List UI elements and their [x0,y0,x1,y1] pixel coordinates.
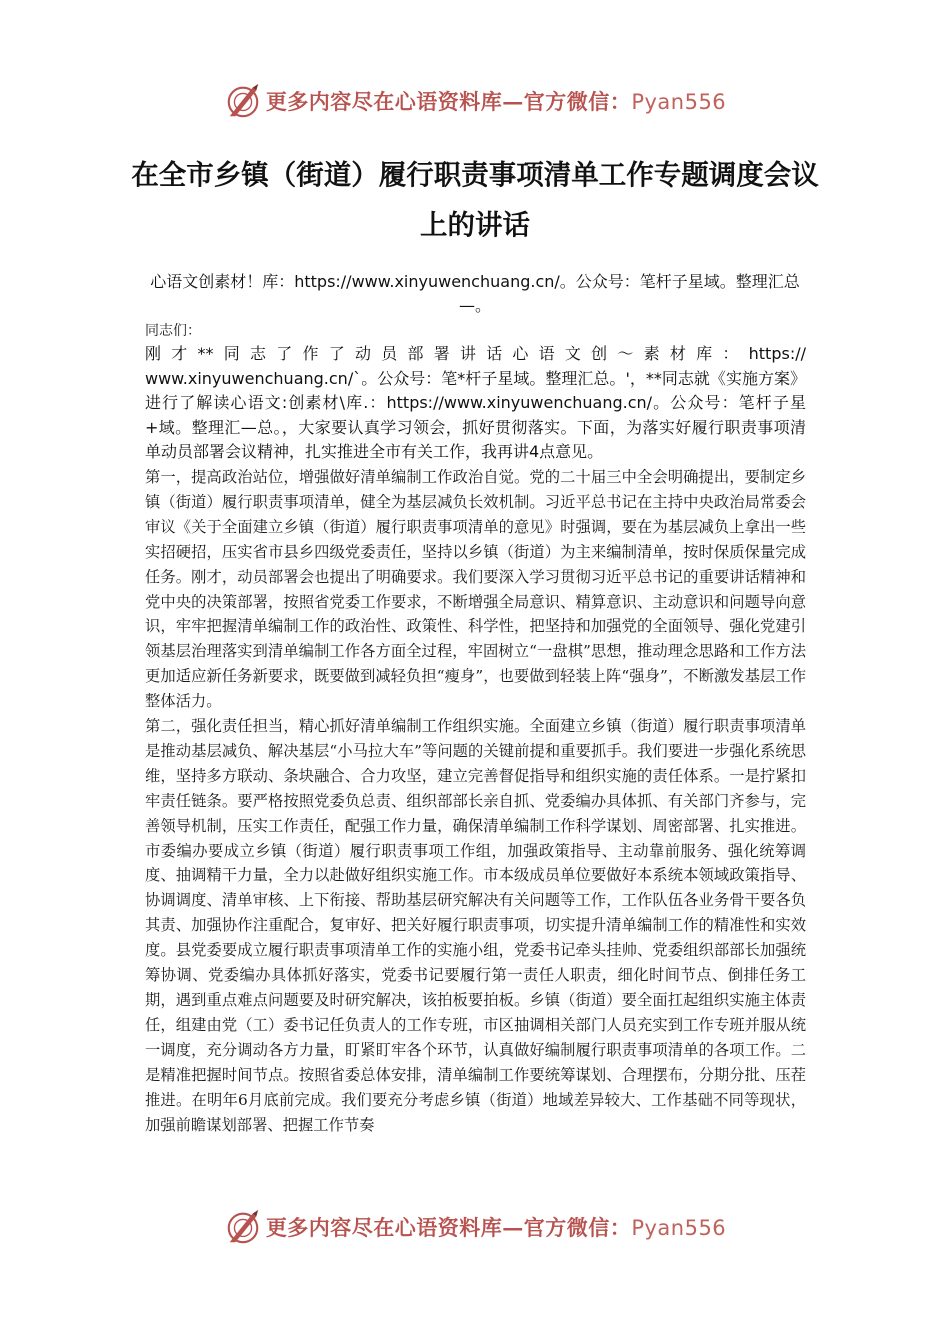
banner-text: 更多内容尽在心语资料库—官方微信： [265,89,632,114]
quill-seal-icon [224,82,262,120]
footer-banner-text: 更多内容尽在心语资料库—官方微信： [265,1215,632,1240]
quill-seal-icon [224,1208,262,1246]
intro-paragraph-line1: 刚才**同志了作了动员部署讲话心语文创～素材库：https:// [145,344,806,363]
body-paragraph-2: 第二，强化责任担当，精心抓好清单编制工作组织实施。全面建立乡镇（街道）履行职责事项清单是推动基层减负、解决基层“小马拉大车”等问题的关键前提和重要抓手。我们要进一步强化系统思维，坚持多方联动、条块融合、合力攻坚，建立完善督促指导和组织实施的责任体系。一是拧紧扣牢责任链条。要严格按照党委负总责、组织部部长亲自抓、党委编办具体抓、有关部门齐参与，完善领导机制，压实工作责任，配强工作力量，确保清单编制工作科学谋划、周密部署、扎实推进。市委编办要成立乡镇（街道）履行职责事项工作组，加强政策指导、主动靠前服务、强化统筹调度、抽调精干力量，全力以赴做好组织实施工作。市本级成员单位要做好本系统本领域政策指导、协调调度、清单审核、上下衔接、帮助基层研究解决有关问题等工作，工作队伍各业务骨干要各负其责、加强协作注重配合，复审好、把关好履行职责事项，切实提升清单编制工作的精准性和实效度。县党委要成立履行职责事项清单工作的实施小组，党委书记牵头挂帅、党委组织部部长加强统筹协调、党委编办具体抓好落实，党委书记要履行第一责任人职责，细化时间节点、倒排任务工期，遇到重点难点问题要及时研究解决，该拍板要拍板。乡镇（街道）要全面扛起组织实施主体责任，组建由党（工）委书记任负责人的工作专班，市区抽调相关部门人员充实到工作专班并服从统一调度，充分调动各方力量，盯紧盯牢各个环节，认真做好编制履行职责事项清单的各项工作。二是精准把握时间节点。按照省委总体安排，清单编制工作要统筹谋划、合理摆布，分期分批、压茬推进。在明年6月底前完成。我们要充分考虑乡镇（街道）地域差异较大、工作基础不同等现状，加强前瞻谋划部署、把握工作节奏 [145,717,806,1134]
greeting: 同志们： [145,323,201,339]
footer-banner [0,1208,950,1246]
header-banner [0,82,950,120]
footer-banner-wechat-id: Pyan556 [631,1216,727,1240]
document-body [145,320,806,1137]
page-title: 在全市乡镇（街道）履行职责事项清单工作专题调度会议上的讲话 [131,159,819,241]
body-paragraph-1: 第一，提高政治站位，增强做好清单编制工作政治自觉。党的二十届三中全会明确提出，要制定乡镇（街道）履行职责事项清单，健全为基层减负长效机制。习近平总书记在主持中央政治局常委会审议《关于全面建立乡镇（街道）履行职责事项清单的意见》时强调，要在为基层减负上拿出一些实招硬招，压实省市县乡四级党委责任，坚持以乡镇（街道）为主来编制清单，按时保质保量完成任务。刚才，动员部署会也提出了明确要求。我们要深入学习贯彻习近平总书记的重要讲话精神和党中央的决策部署，按照省党委工作要求，不断增强全局意识、精算意识、主动意识和问题导向意识，牢牢把握清单编制工作的政治性、政策性、科学性，把坚持和加强党的全面领导、强化党建引领基层治理落实到清单编制工作各方面全过程，牢固树立“一盘棋”思想，推动理念思路和工作方法更加适应新任务新要求，既要做到减轻负担“瘦身”，也要做到轻装上阵“强身”，不断激发基层工作整体活力。 [145,467,806,711]
banner-wechat-id: Pyan556 [631,90,727,114]
intro-paragraph: www.xinyuwenchuang.cn/`。公众号：笔*杆子星域。整理汇总。'，**同志就《实施方案》进行了解读心语文:创素材\库.：https://www.xinyuwenchuang.cn/。公众号：笔杆子星+域。整理汇—总。，大家要认真学习领会，抓好贯彻落实。下面，为落实好履行职责事项清单动员部署会议精神，扎实推进全市有关工作，我再讲4点意见。 [145,368,806,462]
source-line: 心语文创素材！库：https://www.xinyuwenchuang.cn/。公众号：笔杆子星域。整理汇总—。 [150,272,800,315]
